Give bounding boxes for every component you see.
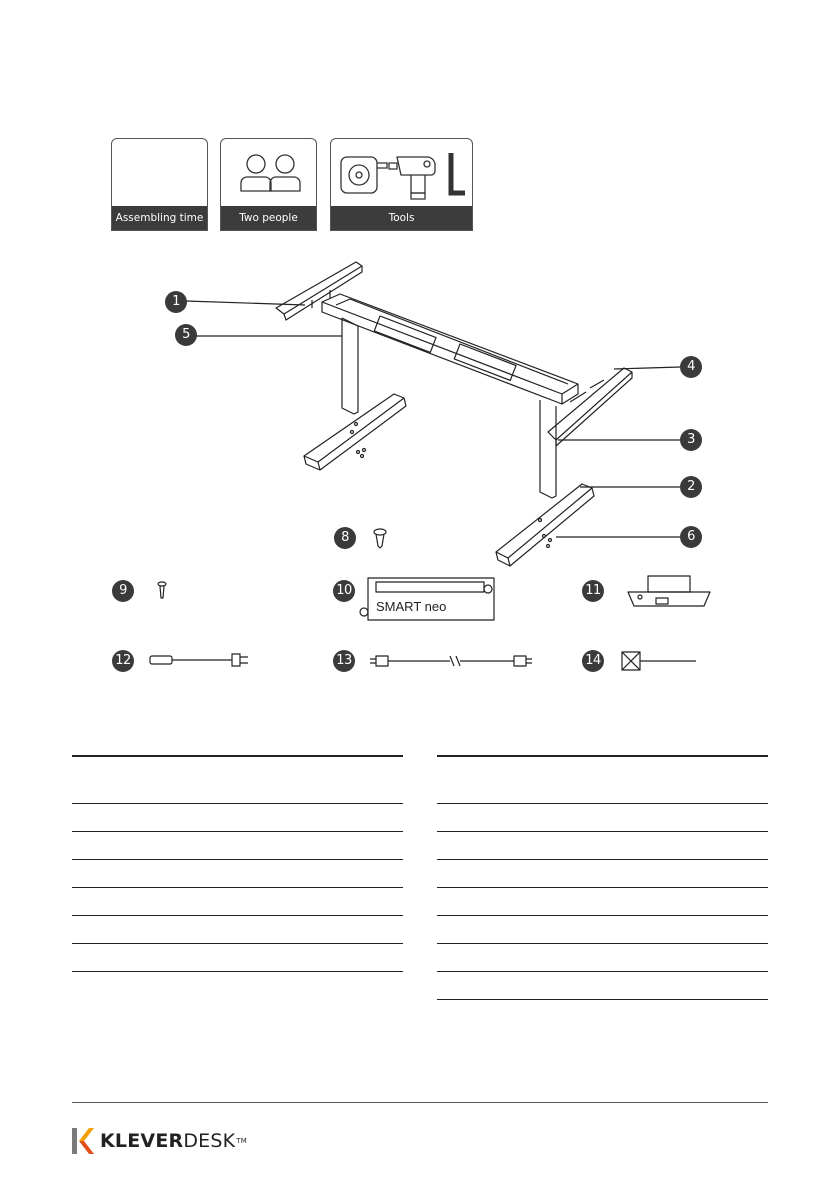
part-badge-2: 2 bbox=[680, 476, 702, 498]
parts-table-left bbox=[72, 755, 403, 972]
part-badge-10: 10 bbox=[333, 580, 355, 602]
brand-mark-icon bbox=[72, 1128, 94, 1154]
foot-left bbox=[304, 394, 406, 470]
table-row bbox=[437, 860, 768, 888]
klever-desk-logo bbox=[72, 1128, 247, 1154]
foot-right bbox=[496, 484, 594, 566]
table-row bbox=[437, 888, 768, 916]
part-badge-3: 3 bbox=[680, 429, 702, 451]
tools-label: Tools bbox=[331, 206, 472, 230]
table-row bbox=[72, 832, 403, 860]
cable-tie-mount bbox=[622, 652, 696, 670]
brand-name-bold: KLEVER bbox=[100, 1130, 184, 1152]
table-header bbox=[72, 755, 403, 804]
table-row bbox=[437, 804, 768, 832]
handset bbox=[628, 576, 710, 606]
screw-part8 bbox=[374, 529, 386, 548]
table-row bbox=[437, 944, 768, 972]
part-badge-9: 9 bbox=[112, 580, 134, 602]
crossbar-frame bbox=[322, 294, 578, 404]
control-box-label: SMART neo bbox=[376, 599, 447, 614]
part-badge-4: 4 bbox=[680, 356, 702, 378]
part-badge-8: 8 bbox=[334, 527, 356, 549]
part-badge-1: 1 bbox=[165, 291, 187, 313]
part-badge-13: 13 bbox=[333, 650, 355, 672]
brand-name-thin: DESK bbox=[183, 1130, 236, 1152]
top-bracket-left bbox=[276, 262, 362, 320]
power-cable bbox=[150, 654, 248, 666]
table-row bbox=[437, 832, 768, 860]
table-header bbox=[437, 755, 768, 804]
table-row bbox=[72, 860, 403, 888]
leg-column-right bbox=[540, 400, 556, 498]
two-people-label: Two people bbox=[221, 206, 316, 230]
part-badge-11: 11 bbox=[582, 580, 604, 602]
screw-part9 bbox=[158, 582, 166, 598]
assembling-time-label: Assembling time bbox=[112, 206, 207, 230]
table-row bbox=[72, 804, 403, 832]
parts-table-right bbox=[437, 755, 768, 1000]
part-badge-12: 12 bbox=[112, 650, 134, 672]
table-row bbox=[72, 916, 403, 944]
leg-column-left bbox=[342, 318, 358, 414]
part-badge-5: 5 bbox=[175, 324, 197, 346]
table-row bbox=[437, 972, 768, 1000]
link-cable bbox=[370, 656, 532, 666]
footer-divider bbox=[72, 1102, 768, 1103]
table-row bbox=[72, 888, 403, 916]
top-bracket-right bbox=[548, 368, 632, 446]
part-badge-14: 14 bbox=[582, 650, 604, 672]
part-badge-6: 6 bbox=[680, 526, 702, 548]
trademark-symbol: TM bbox=[236, 1137, 248, 1145]
table-row bbox=[72, 944, 403, 972]
table-row bbox=[437, 916, 768, 944]
